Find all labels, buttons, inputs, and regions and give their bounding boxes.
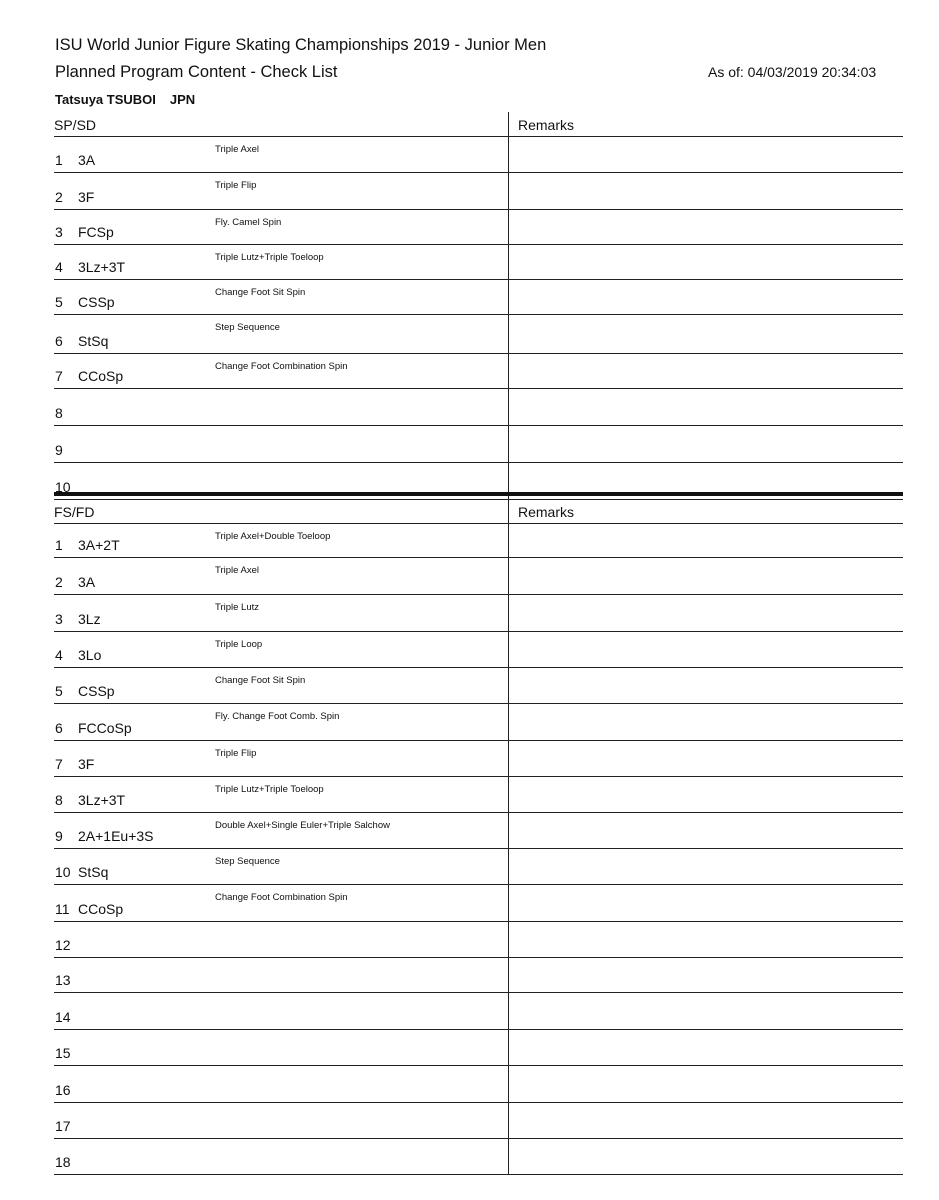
table-row	[54, 524, 903, 558]
table-row	[54, 137, 903, 173]
remarks-header: Remarks	[518, 117, 575, 133]
element-description: Fly. Camel Spin	[215, 217, 282, 228]
element-number: 10	[55, 864, 71, 880]
table-row	[54, 958, 903, 993]
element-code: 3F	[78, 756, 95, 772]
table-row	[54, 354, 903, 389]
element-description: Triple Loop	[215, 639, 263, 650]
element-code: CSSp	[78, 683, 115, 699]
table-row	[54, 210, 903, 245]
element-description: Triple Axel+Double Toeloop	[215, 531, 331, 542]
table-row	[54, 315, 903, 354]
element-number: 2	[55, 574, 63, 590]
element-number: 12	[55, 937, 71, 953]
element-number: 8	[55, 792, 63, 808]
element-number: 5	[55, 683, 63, 699]
section-label: FS/FD	[54, 504, 95, 520]
element-code: 3A+2T	[78, 537, 120, 553]
element-code: CCoSp	[78, 368, 124, 384]
element-number: 18	[55, 1154, 71, 1170]
table-row	[54, 173, 903, 210]
element-description: Step Sequence	[215, 856, 280, 867]
table-row	[54, 245, 903, 280]
free-skating-table	[54, 492, 903, 1175]
table-row	[54, 1030, 903, 1066]
table-row	[54, 1139, 903, 1175]
element-code: 3Lz+3T	[78, 259, 126, 275]
element-code: CCoSp	[78, 901, 124, 917]
element-number: 17	[55, 1118, 71, 1134]
element-description: Fly. Change Foot Comb. Spin	[215, 711, 340, 722]
element-number: 11	[55, 901, 70, 917]
element-description: Triple Axel	[215, 565, 259, 576]
table-row	[54, 922, 903, 958]
element-description: Double Axel+Single Euler+Triple Salchow	[215, 820, 390, 831]
document-subtitle: Planned Program Content - Check List	[55, 63, 338, 81]
table-row	[54, 595, 903, 632]
element-number: 15	[55, 1045, 71, 1061]
table-row	[54, 1066, 903, 1103]
element-code: FCSp	[78, 224, 114, 240]
as-of-timestamp: As of: 04/03/2019 20:34:03	[708, 64, 877, 80]
element-code: CSSp	[78, 294, 115, 310]
element-description: Step Sequence	[215, 322, 280, 333]
element-code: 3Lz	[78, 611, 101, 627]
element-description: Triple Flip	[215, 180, 257, 191]
element-number: 9	[55, 828, 63, 844]
table-row	[54, 558, 903, 595]
element-description: Triple Axel	[215, 144, 259, 155]
table-row	[54, 426, 903, 463]
section-header	[54, 112, 903, 137]
element-number: 1	[55, 152, 63, 168]
element-number: 5	[55, 294, 63, 310]
element-code: FCCoSp	[78, 720, 132, 736]
element-code: 3A	[78, 152, 96, 168]
table-row	[54, 1103, 903, 1139]
element-number: 13	[55, 972, 71, 988]
element-number: 4	[55, 259, 63, 275]
element-number: 2	[55, 189, 63, 205]
element-number: 8	[55, 405, 63, 421]
element-number: 1	[55, 537, 63, 553]
element-code: 2A+1Eu+3S	[78, 828, 154, 844]
skater-info	[55, 92, 195, 107]
element-number: 14	[55, 1009, 71, 1025]
element-code: 3F	[78, 189, 95, 205]
element-description: Triple Lutz	[215, 602, 259, 613]
table-row	[54, 389, 903, 426]
element-description: Change Foot Sit Spin	[215, 287, 306, 298]
element-description: Change Foot Sit Spin	[215, 675, 306, 686]
element-code: StSq	[78, 333, 109, 349]
table-row	[54, 280, 903, 315]
element-description: Triple Lutz+Triple Toeloop	[215, 784, 324, 795]
remarks-header: Remarks	[518, 504, 575, 520]
section-header	[54, 496, 903, 524]
table-row	[54, 849, 903, 885]
table-row	[54, 885, 903, 922]
element-code: 3Lo	[78, 647, 102, 663]
document-title: ISU World Junior Figure Skating Championships 2019 - Junior Men	[55, 36, 547, 54]
element-description: Change Foot Combination Spin	[215, 892, 348, 903]
section-label: SP/SD	[54, 117, 97, 133]
element-description: Triple Lutz+Triple Toeloop	[215, 252, 324, 263]
element-number: 10	[55, 479, 71, 495]
element-number: 7	[55, 368, 63, 384]
element-number: 4	[55, 647, 63, 663]
table-row	[54, 993, 903, 1030]
element-code: 3Lz+3T	[78, 792, 126, 808]
element-number: 3	[55, 224, 63, 240]
element-rows	[54, 137, 903, 500]
table-row	[54, 813, 903, 849]
element-number: 6	[55, 333, 63, 349]
short-program-table	[54, 112, 903, 500]
element-number: 16	[55, 1082, 71, 1098]
element-number: 7	[55, 756, 63, 772]
table-row	[54, 704, 903, 741]
table-row	[54, 632, 903, 668]
skater-name: Tatsuya TSUBOI	[55, 92, 156, 107]
element-code: 3A	[78, 574, 96, 590]
element-description: Triple Flip	[215, 748, 257, 759]
element-number: 9	[55, 442, 63, 458]
element-description: Change Foot Combination Spin	[215, 361, 348, 372]
table-row	[54, 777, 903, 813]
element-number: 3	[55, 611, 63, 627]
skater-nation: JPN	[169, 92, 196, 107]
element-number: 6	[55, 720, 63, 736]
table-row	[54, 668, 903, 704]
element-rows	[54, 524, 903, 1175]
table-row	[54, 741, 903, 777]
element-code: StSq	[78, 864, 109, 880]
